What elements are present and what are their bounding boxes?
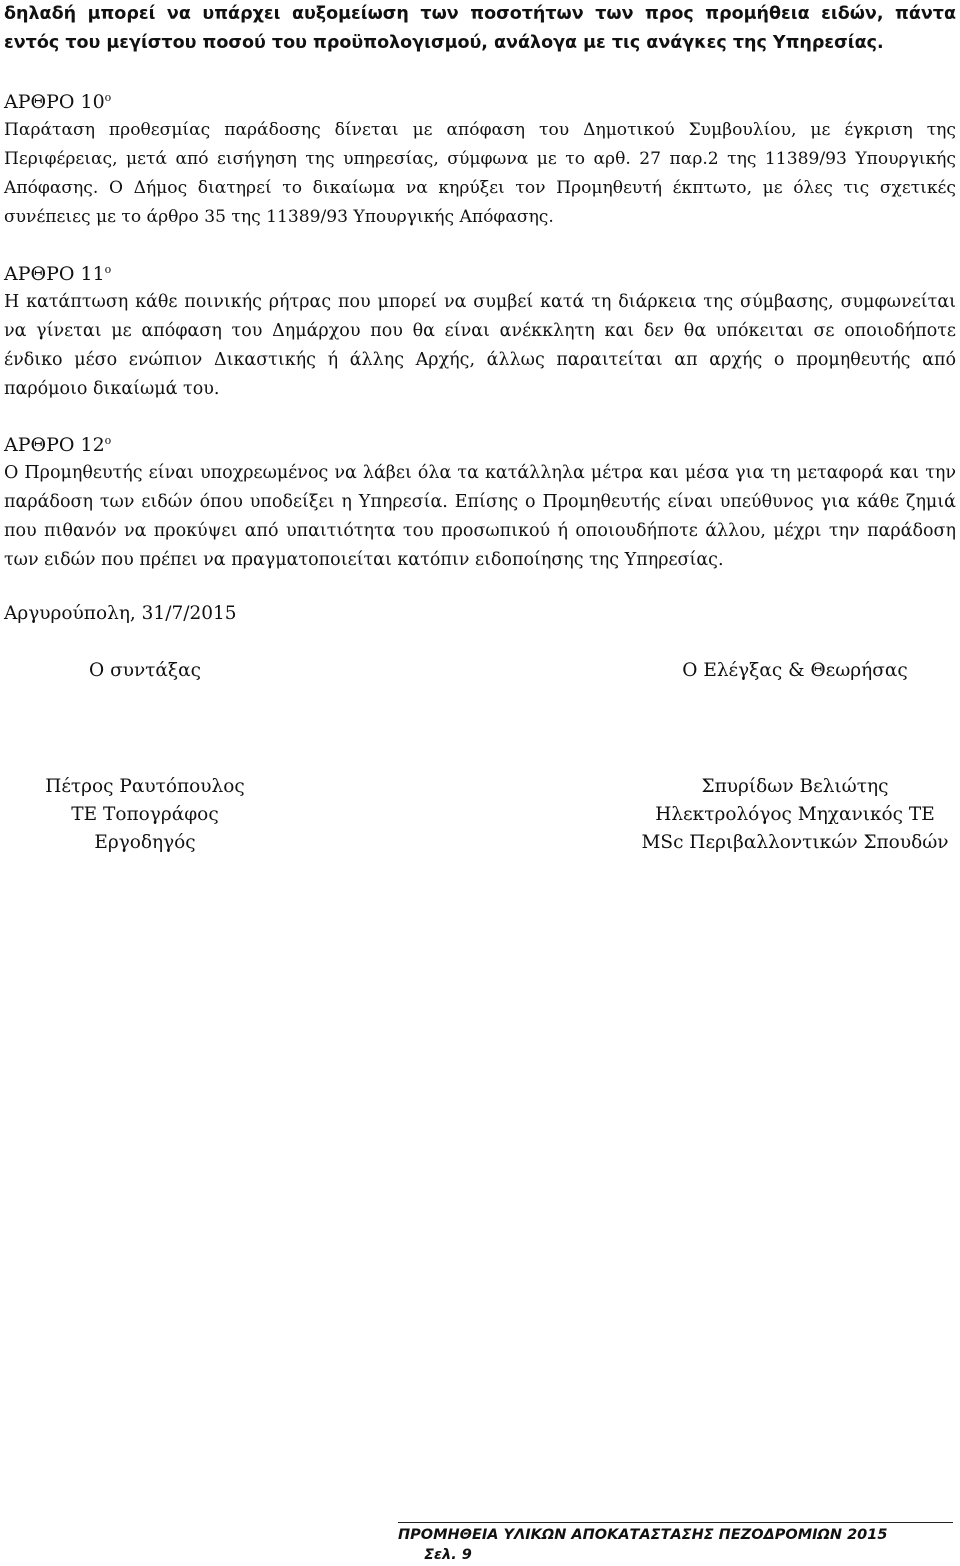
article-heading (4, 256, 956, 288)
article-ordinal: ο (104, 434, 112, 447)
page-number: Σελ. 9 (424, 1547, 472, 1563)
signatory-degree: MSc Περιβαλλοντικών Σπουδών (641, 832, 949, 853)
article-12 (4, 427, 956, 575)
article-body: Παράταση προθεσμίας παράδοσης δίνεται με απόφαση του Δημοτικού Συμβουλίου, με έγκριση της Περιφέρειας, μετά από εισήγηση της υπηρεσίας, σύμφωνα με το αρθ. 27 παρ.2 της 11389/93 Υπουργικής Απόφασης. Ο Δήμος διατηρεί το δικαίωμα να κηρύξει τον Προμηθευτή έκπτωτο, με όλες τις σχετικές συνέπειες με το άρθρο 35 της 11389/93 Υπουργικής Απόφασης. (4, 120, 956, 227)
article-heading-text: ΑΡΘΡΟ 11 (4, 263, 105, 285)
article-body: Ο Προμηθευτής είναι υποχρεωμένος να λάβει όλα τα κατάλληλα μέτρα και μέσα για τη μεταφορά και την παράδοση των ειδών όπου υποδείξει η Υπηρεσία. Επίσης ο Προμηθευτής είναι υπεύθυνος για κάθε ζημιά που πιθανόν να προκύψει από υπαιτιότητα του προσωπικού ή οποιουδήποτε άλλου, μέχρι την παράδοση των ειδών που πρέπει να πραγματοποιείται κατόπιν ειδοποίησης της Υπηρεσίας. (4, 463, 956, 570)
signatory-name: Πέτρος Ραυτόπουλος (45, 776, 245, 797)
signature-block-left (20, 657, 270, 857)
signatory-role: Ο συντάξας (89, 660, 201, 681)
article-ordinal: ο (104, 263, 112, 276)
article-heading (4, 427, 956, 459)
article-10 (4, 84, 956, 232)
signatory-title: ΤΕ Τοπογράφος Εργοδηγός (71, 804, 219, 853)
signatory-name: Σπυρίδων Βελιώτης (701, 776, 889, 797)
signatory-role: Ο Ελέγξας & Θεωρήσας (682, 660, 908, 681)
article-11 (4, 256, 956, 404)
signature-block-right (640, 657, 950, 857)
article-heading-text: ΑΡΘΡΟ 12 (4, 434, 105, 456)
footer-title: ΠΡΟΜΗΘΕΙΑ ΥΛΙΚΩΝ ΑΠΟΚΑΤΑΣΤΑΣΗΣ ΠΕΖΟΔΡΟΜΙΩΝ 2015 (398, 1527, 888, 1543)
article-ordinal: ο (104, 91, 112, 104)
article-body: Η κατάπτωση κάθε ποινικής ρήτρας που μπορεί να συμβεί κατά τη διάρκεια της σύμβασης, συμφωνείται να γίνεται με απόφαση του Δημάρχου που θα είναι ανέκκλητη και δεν θα υπόκειται σε οποιοδήποτε ένδικο μέσο ενώπιον Δικαστικής ή άλλης Αρχής, άλλως παραιτείται απ αρχής ο προμηθευτής από παρόμοιο δικαίωμά του. (4, 292, 956, 399)
article-heading-text: ΑΡΘΡΟ 10 (4, 91, 105, 113)
lead-paragraph: δηλαδή μπορεί να υπάρχει αυξομείωση των ποσοτήτων των προς προμήθεια ειδών, πάντα εντός του μεγίστου ποσού του προϋπολογισμού, ανάλογα με τις ανάγκες της Υπηρεσίας. (4, 4, 956, 53)
signatory-title: Ηλεκτρολόγος Μηχανικός ΤΕ (655, 804, 935, 825)
place-date: Αργυρούπολη, 31/7/2015 (4, 603, 237, 624)
article-heading (4, 84, 956, 116)
footer-divider (398, 1522, 953, 1523)
